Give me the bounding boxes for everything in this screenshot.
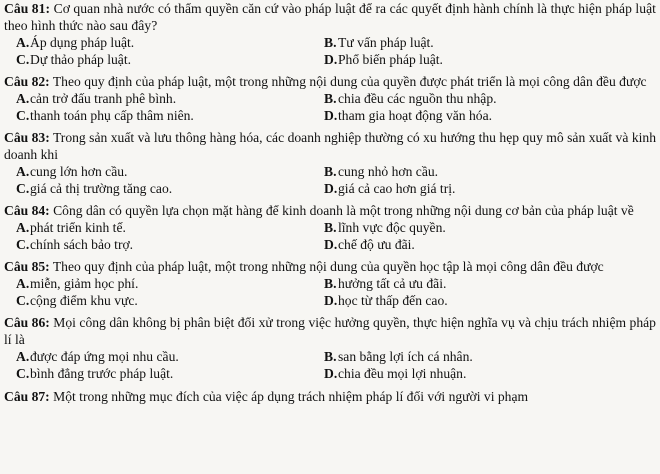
option-b-text: Tư vấn pháp luật.	[338, 35, 434, 50]
option-a-text: cung lớn hơn cầu.	[30, 164, 128, 179]
option-b-text: lĩnh vực độc quyền.	[338, 220, 446, 235]
answer-options	[4, 163, 656, 197]
option-d-text: chia đều mọi lợi nhuận.	[338, 366, 467, 381]
exam-page	[4, 0, 656, 410]
answer-options	[4, 219, 656, 253]
question-text: Theo quy định của pháp luật, một trong những nội dung của quyền được phát triển là mọi công dân đều được	[52, 74, 647, 89]
option-a-letter: A.	[16, 91, 30, 106]
option-b-text: hưởng tất cả ưu đãi.	[338, 276, 447, 291]
option-a-text: phát triển kinh tế.	[30, 220, 126, 235]
option-a-letter: A.	[16, 220, 30, 235]
option-d-letter: D.	[324, 181, 338, 196]
option-a-text: cản trở đấu tranh phê bình.	[30, 91, 177, 106]
option-c-letter: C.	[16, 237, 30, 252]
question-text: Cơ quan nhà nước có thẩm quyền căn cứ vào pháp luật để ra các quyết định hành chính là thực hiện pháp luật theo hình thức nào sau đây?	[4, 1, 657, 33]
question-text: Trong sản xuất và lưu thông hàng hóa, các doanh nghiệp thường có xu hướng thu hẹp quy mô sản xuất và kinh doanh khi	[4, 130, 657, 162]
question-number: Câu 84:	[4, 203, 50, 218]
option-c-text: cộng điểm khu vực.	[30, 293, 138, 308]
question-85	[4, 258, 656, 309]
question-number: Câu 87:	[4, 389, 50, 404]
question-stem	[4, 0, 656, 34]
question-stem	[4, 388, 656, 405]
question-86	[4, 314, 656, 382]
option-a-letter: A.	[16, 276, 30, 291]
option-b-letter: B.	[324, 91, 337, 106]
option-b-letter: B.	[324, 164, 337, 179]
question-83	[4, 129, 656, 197]
option-d-text: giá cả cao hơn giá trị.	[338, 181, 456, 196]
question-stem	[4, 314, 656, 348]
option-b-text: san bằng lợi ích cá nhân.	[338, 349, 473, 364]
option-a-letter: A.	[16, 35, 30, 50]
option-a-text: được đáp ứng mọi nhu cầu.	[30, 349, 179, 364]
option-d-text: tham gia hoạt động văn hóa.	[338, 108, 493, 123]
option-c-letter: C.	[16, 108, 30, 123]
option-c-letter: C.	[16, 52, 30, 67]
question-87	[4, 388, 656, 405]
option-c-letter: C.	[16, 366, 30, 381]
answer-options	[4, 348, 656, 382]
answer-options	[4, 90, 656, 124]
option-c-letter: C.	[16, 293, 30, 308]
option-b-letter: B.	[324, 35, 337, 50]
option-d-letter: D.	[324, 237, 338, 252]
option-b-letter: B.	[324, 349, 337, 364]
option-c-text: bình đẳng trước pháp luật.	[30, 366, 174, 381]
question-text: Một trong những mục đích của việc áp dụng trách nhiệm pháp lí đối với người vi phạm	[53, 389, 529, 404]
question-text: Theo quy định của pháp luật, một trong những nội dung của quyền học tập là mọi công dân đều được	[52, 259, 604, 274]
option-d-letter: D.	[324, 108, 338, 123]
question-stem	[4, 129, 656, 163]
question-number: Câu 85:	[4, 259, 50, 274]
option-d-letter: D.	[324, 52, 338, 67]
question-number: Câu 81:	[4, 1, 51, 16]
option-c-text: thanh toán phụ cấp thâm niên.	[30, 108, 194, 123]
option-d-letter: D.	[324, 366, 338, 381]
answer-options	[4, 275, 656, 309]
question-text: Mọi công dân không bị phân biệt đối xử trong việc hưởng quyền, thực hiện nghĩa vụ và chịu trách nhiệm pháp lí là	[4, 315, 656, 347]
option-b-letter: B.	[324, 220, 337, 235]
answer-options	[4, 34, 656, 68]
option-a-text: miễn, giảm học phí.	[30, 276, 139, 291]
question-82	[4, 73, 656, 124]
question-number: Câu 83:	[4, 130, 50, 145]
option-d-letter: D.	[324, 293, 338, 308]
option-c-letter: C.	[16, 181, 30, 196]
question-84	[4, 202, 656, 253]
option-d-text: học từ thấp đến cao.	[338, 293, 448, 308]
question-number: Câu 82:	[4, 74, 50, 89]
question-text: Công dân có quyền lựa chọn mặt hàng để kinh doanh là một trong những nội dung cơ bản của pháp luật về	[53, 203, 634, 218]
option-d-text: Phổ biến pháp luật.	[338, 52, 443, 67]
question-stem	[4, 258, 656, 275]
question-stem	[4, 202, 656, 219]
option-a-letter: A.	[16, 164, 30, 179]
option-c-text: Dự thảo pháp luật.	[30, 52, 131, 67]
option-b-letter: B.	[324, 276, 337, 291]
option-d-text: chế độ ưu đãi.	[338, 237, 415, 252]
option-a-text: Áp dụng pháp luật.	[30, 35, 135, 50]
option-c-text: giá cả thị trường tăng cao.	[30, 181, 173, 196]
option-b-text: cung nhỏ hơn cầu.	[338, 164, 439, 179]
question-81	[4, 0, 656, 68]
question-stem	[4, 73, 656, 90]
option-a-letter: A.	[16, 349, 30, 364]
question-number: Câu 86:	[4, 315, 50, 330]
option-b-text: chia đều các nguồn thu nhập.	[338, 91, 497, 106]
option-c-text: chính sách bảo trợ.	[30, 237, 134, 252]
